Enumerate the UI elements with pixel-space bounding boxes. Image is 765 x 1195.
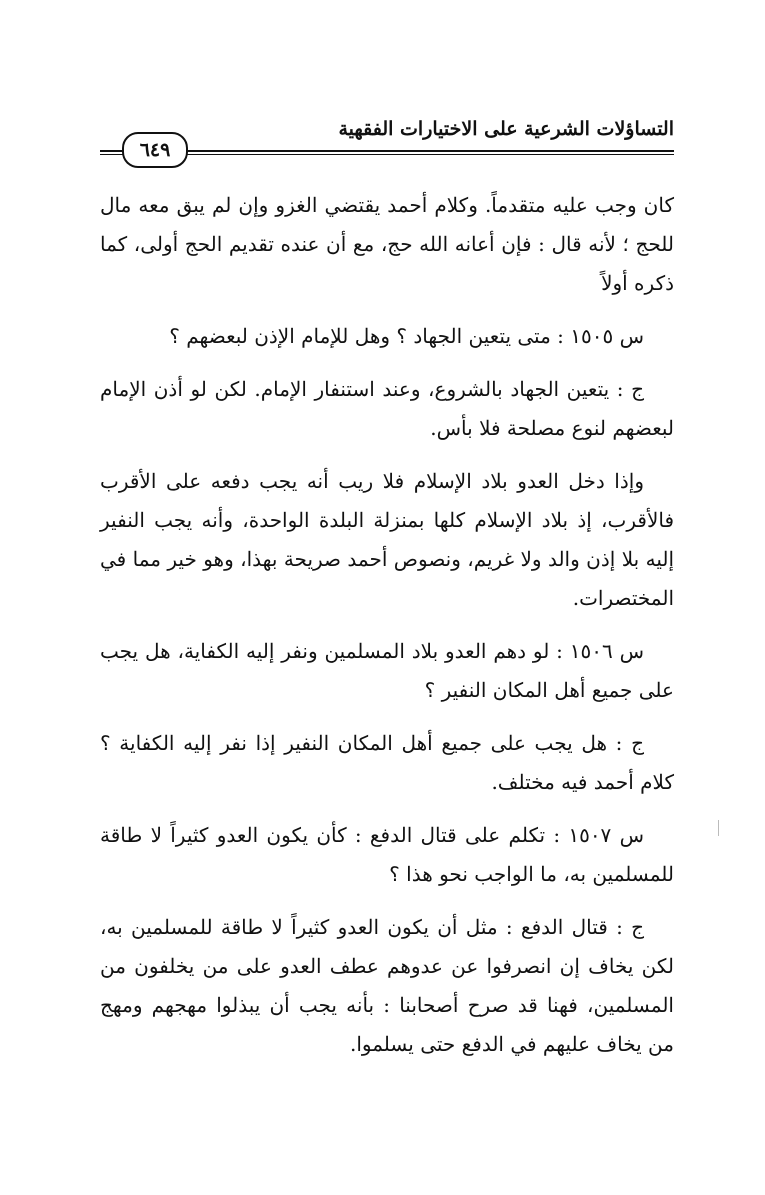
page-body (100, 186, 674, 1078)
question-1505: س ١٥٠٥ : متى يتعين الجهاد ؟ وهل للإمام الإذن لبعضهم ؟ (169, 324, 644, 348)
answer-1507: ج : قتال الدفع : مثل أن يكون العدو كثيراً لا طاقة للمسلمين به، لكن يخاف إن انصرفوا عن عدوهم عطف العدو على من يخلفون من المسلمين، فهنا قد صرح أصحابنا : بأنه يجب أن يبذلوا مهجهم ومهج من يخاف عليهم في الدفع حتى يسلموا. (100, 915, 674, 1056)
header-title: التساؤلات الشرعية على الاختيارات الفقهية (338, 118, 674, 140)
question-1507: س ١٥٠٧ : تكلم على قتال الدفع : كأن يكون العدو كثيراً لا طاقة للمسلمين به، ما الواجب نحو هذا ؟ (100, 823, 674, 886)
paragraph-enemy-entry: وإذا دخل العدو بلاد الإسلام فلا ريب أنه يجب دفعه على الأقرب فالأقرب، إذ بلاد الإسلام كلها بمنزلة البلدة الواحدة، وأنه يجب النفير إليه بلا إذن والد ولا غريم، ونصوص أحمد صريحة بهذا، وهو خير مما في المختصرات. (100, 469, 674, 610)
margin-tick (718, 820, 719, 836)
question-1506: س ١٥٠٦ : لو دهم العدو بلاد المسلمين ونفر إليه الكفاية، هل يجب على جميع أهل المكان النفير ؟ (100, 639, 674, 702)
answer-1506: ج : هل يجب على جميع أهل المكان النفير إذا نفر إليه الكفاية ؟ كلام أحمد فيه مختلف. (100, 731, 674, 794)
paragraph-continuation: كان وجب عليه متقدماً. وكلام أحمد يقتضي الغزو وإن لم يبق معه مال للحج ؛ لأنه قال : فإن أعانه الله حج، مع أن عنده تقديم الحج أولى، كما ذكره أولاً (100, 193, 674, 295)
page-number: ٦٤٩ (122, 132, 188, 168)
answer-1505: ج : يتعين الجهاد بالشروع، وعند استنفار الإمام. لكن لو أذن الإمام لبعضهم لنوع مصلحة فلا بأس. (100, 377, 674, 440)
running-header (100, 112, 674, 162)
